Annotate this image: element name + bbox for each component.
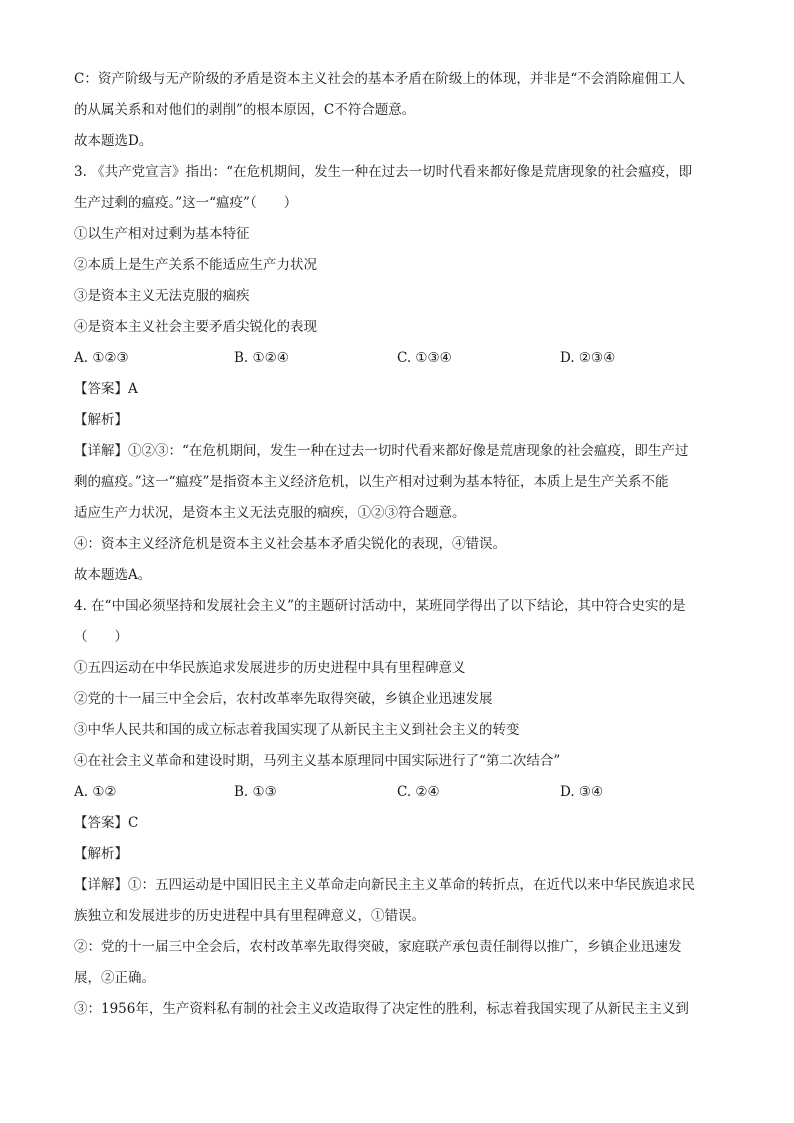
explanation-line: ④：资本主义经济危机是资本主义社会基本矛盾尖锐化的表现，④错误。 <box>74 536 506 552</box>
statement-item: ④在社会主义革命和建设时期，马列主义基本原理同中国实际进行了“第二次结合” <box>74 753 561 769</box>
option-a: A. ①② <box>74 784 117 800</box>
answer-label: 【答案】C <box>74 815 139 831</box>
statement-item: ②本质上是生产关系不能适应生产力状况 <box>74 257 317 273</box>
statement-item: ④是资本主义社会主要矛盾尖锐化的表现 <box>74 319 317 335</box>
statement-item: ③是资本主义无法克服的痼疾 <box>74 288 250 304</box>
option-d: D. ③④ <box>560 784 604 800</box>
explanation-line: 【详解】①②③：“在危机期间，发生一种在过去一切时代看来都好像是荒唐现象的社会瘟疫，即生产过 <box>74 443 689 459</box>
explanation-line: 剩的瘟疫。”这一“瘟疫”是指资本主义经济危机，以生产相对过剩为基本特征，本质上是生产关系不能 <box>74 474 669 490</box>
text-line: C：资产阶级与无产阶级的矛盾是资本主义社会的基本矛盾在阶级上的体现，并非是“不会消除雇佣工人 <box>74 71 686 87</box>
analysis-label: 【解析】 <box>74 846 128 862</box>
explanation-line: ③：1956年，生产资料私有制的社会主义改造取得了决定性的胜利，标志着我国实现了从新民主主义到 <box>74 1001 689 1017</box>
statement-item: ③中华人民共和国的成立标志着我国实现了从新民主主义到社会主义的转变 <box>74 722 520 738</box>
explanation-line: ②：党的十一届三中全会后，农村改革率先取得突破，家庭联产承包责任制得以推广，乡镇企业迅速发 <box>74 939 682 955</box>
explanation-line: 【详解】①：五四运动是中国旧民主主义革命走向新民主主义革命的转折点，在近代以来中华民族追求民 <box>74 877 695 893</box>
explanation-line: 族独立和发展进步的历史进程中具有里程碑意义，①错误。 <box>74 908 425 924</box>
text-line: 故本题选D。 <box>74 133 153 149</box>
statement-item: ①以生产相对过剩为基本特征 <box>74 226 250 242</box>
answer-label: 【答案】A <box>74 381 138 397</box>
question-3-stem: 生产过剩的瘟疫。”这一“瘟疫”（ ） <box>74 195 298 211</box>
option-c: C. ①③④ <box>397 350 452 366</box>
question-4-stem: （ ） <box>74 629 128 645</box>
question-4-stem: 4. 在“中国必须坚持和发展社会主义”的主题研讨活动中，某班同学得出了以下结论，其中符合史实的是 <box>74 598 686 614</box>
statement-item: ①五四运动在中华民族追求发展进步的历史进程中具有里程碑意义 <box>74 660 466 676</box>
option-a: A. ①②③ <box>74 350 129 366</box>
option-b: B. ①③ <box>234 784 277 800</box>
document-body <box>74 64 724 1025</box>
statement-item: ②党的十一届三中全会后，农村改革率先取得突破，乡镇企业迅速发展 <box>74 691 493 707</box>
option-d: D. ②③④ <box>560 350 616 366</box>
analysis-label: 【解析】 <box>74 412 128 428</box>
question-4-options <box>74 777 724 808</box>
explanation-line: 适应生产力状况，是资本主义无法克服的痼疾，①②③符合题意。 <box>74 505 466 521</box>
question-3-options <box>74 343 724 374</box>
explanation-line: 展，②正确。 <box>74 970 155 986</box>
text-line: 故本题选A。 <box>74 567 152 583</box>
option-c: C. ②④ <box>397 784 440 800</box>
text-line: 的从属关系和对他们的剥削”的根本原因，C不符合题意。 <box>74 102 416 118</box>
question-3-stem: 3. 《共产党宣言》指出：“在危机期间，发生一种在过去一切时代看来都好像是荒唐现象的社会瘟疫，即 <box>74 164 693 180</box>
option-b: B. ①②④ <box>234 350 289 366</box>
